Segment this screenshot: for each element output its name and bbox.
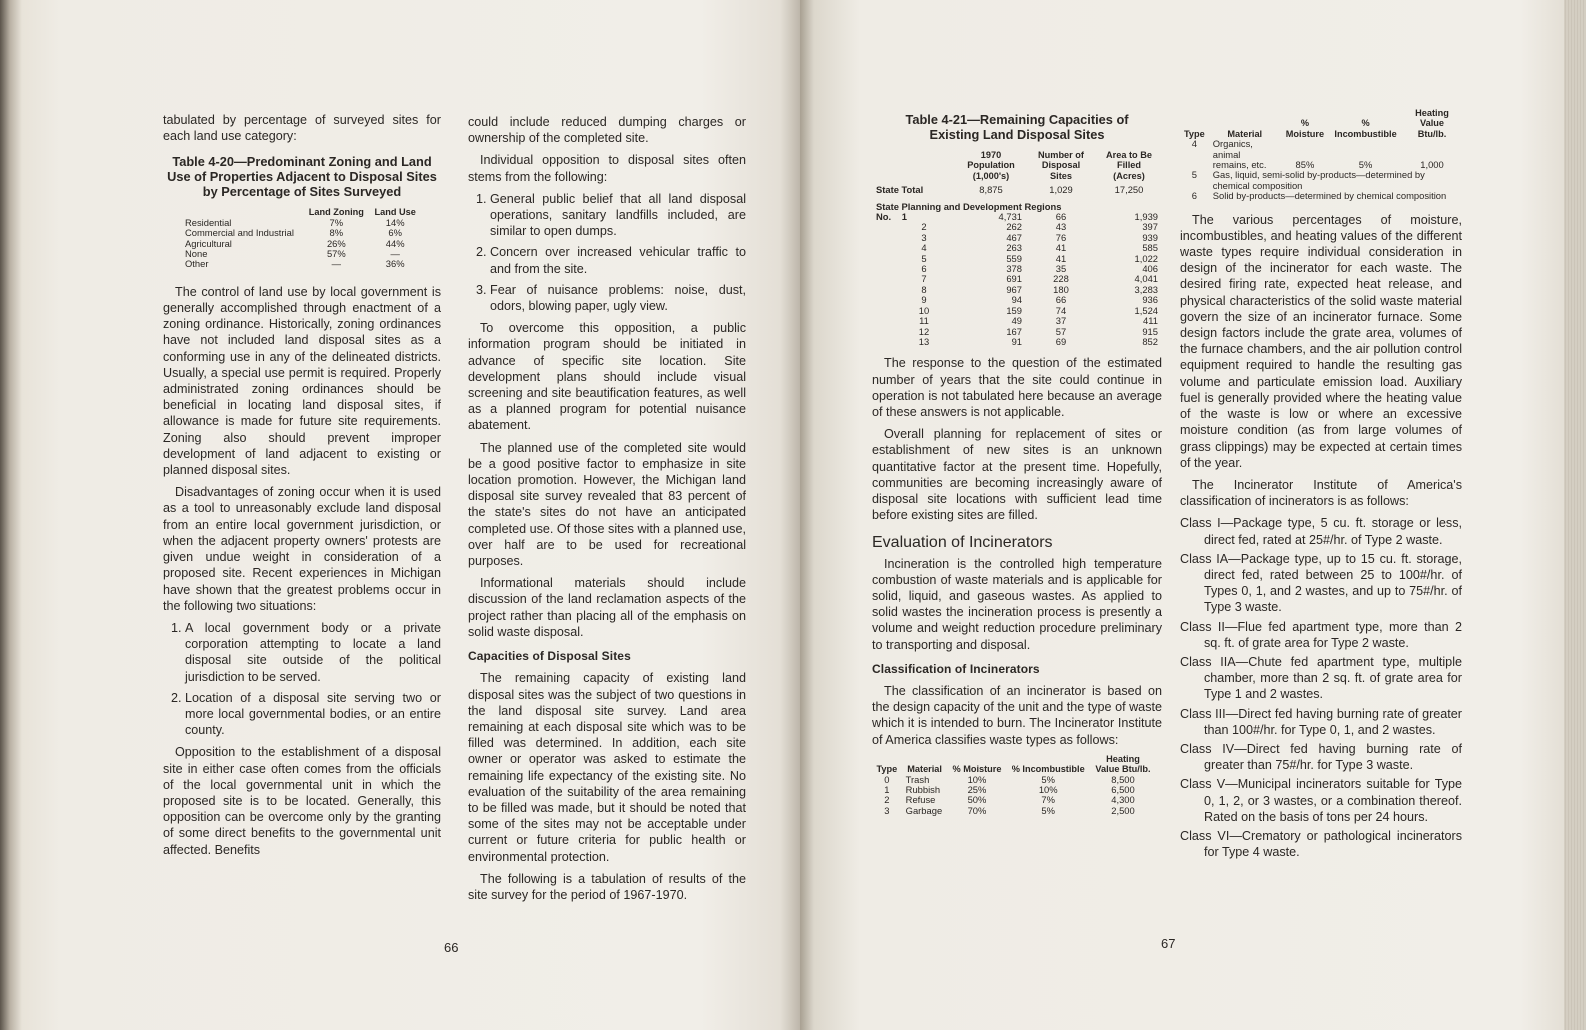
row-label: Residential (185, 216, 232, 228)
page-number: 66 (444, 940, 459, 955)
population-cell: 159 (1006, 304, 1022, 316)
region-no: 1 (901, 211, 907, 223)
table-header-cell: Land Zoning (308, 207, 364, 218)
table-header-cell: Heating Value Btu/lb. (1415, 108, 1449, 139)
region-no: 3 (921, 231, 927, 243)
population-cell: 378 (1006, 263, 1022, 275)
use-cell: 36% (385, 258, 405, 270)
table-header-cell: Heating Value Btu/lb. (1095, 753, 1151, 775)
list-item: 1. General public belief that all land disposal operations, sanitary landfills included, are similar to open dumps. (490, 191, 746, 240)
table-4-20 (181, 207, 421, 269)
use-cell: 14% (385, 216, 405, 228)
sites-cell: 69 (1055, 335, 1067, 347)
paragraph: could include reduced dumping charges or ownership of the completed site. (468, 115, 746, 146)
table-4-21 (872, 150, 1162, 347)
subsection-heading: Classification of Incinerators (872, 661, 1040, 676)
area-cell: 585 (1142, 242, 1158, 254)
population-cell: 4,731 (998, 211, 1022, 223)
paragraph: The following is a tabulation of results of the site survey for the period of 1967-1970. (468, 871, 746, 902)
material-cell: Trash (905, 773, 930, 785)
moisture-cell: 50% (967, 794, 987, 806)
list-item: 2. Location of a disposal site serving two or more local governmental bodies, or an entire county. (185, 690, 441, 739)
table-header-cell: % Incombustible (1334, 118, 1397, 139)
table-header-cell: % Incombustible (1011, 764, 1085, 775)
table-row (1180, 170, 1462, 191)
heating-cell: 4,300 (1111, 794, 1135, 806)
zoning-cell: 57% (326, 248, 346, 260)
area-cell: 936 (1142, 294, 1158, 306)
row-label: Agricultural (185, 237, 232, 249)
table-header-cell: Type (1184, 128, 1205, 139)
state-total-row (872, 181, 1162, 195)
section-heading: Evaluation of Incinerators (872, 534, 1053, 552)
paragraph: Opposition to the establishment of a disposal site in either case often comes from the officials of the local governmental unit in which the proposed site is to be located. Generally, this opposition can be overcome only by the granting of some direct benefits to the governmental unit affected. Benefits (163, 745, 441, 857)
incinerator-class: Class IA—Package type, up to 15 cu. ft. storage, direct fed, rated between 25 to 100#/hr. of Types 0, 1, and 2 wastes, and up to 75#/hr. of Type 3 waste. (1180, 551, 1462, 615)
zoning-cell: — (331, 258, 342, 270)
list-item: 3. Fear of nuisance problems: noise, dust, odors, blowing paper, ugly view. (490, 282, 746, 314)
region-no: 12 (918, 325, 930, 337)
waste-types-table-continued (1180, 108, 1462, 202)
heating-cell: 8,500 (1111, 773, 1135, 785)
page-number: 67 (1161, 936, 1176, 951)
heating-cell: 1,000 (1420, 159, 1444, 171)
incombustible-cell: 5% (1041, 804, 1055, 816)
list-item: 2. Concern over increased vehicular traffic to and from the site. (490, 244, 746, 276)
area-cell: 1,524 (1134, 304, 1158, 316)
material-cell: Refuse (905, 794, 936, 806)
paragraph: The control of land use by local government is generally accomplished through enactment of a zoning ordinance. Historically, zoning ordinances have not included land disposal sites as a conforming use in any of the delineated districts. Usually, a special use permit is required. Properly administrated zoning ordinances should be beneficial in locating land disposal sites, if allowance is made for future site requirements. Zoning also should prevent improper development of land adjacent to existing or planned disposal sites. (163, 284, 441, 478)
region-no: 13 (918, 335, 930, 347)
paragraph: The remaining capacity of existing land disposal sites was the subject of two questions in the land disposal site survey. Land area remaining at each disposal site which was to be filled was determined. In addition, each site owner or operator was asked to estimate the remaining life expectancy of the existing site. No evaluation of the suitability of the area remaining to be filled was made, but it should be noted that some of the sites may not be acceptable under current or future criteria for public health or environmental protection. (468, 671, 746, 864)
regions-label-row (872, 196, 1162, 212)
type-cell: 6 (1191, 190, 1197, 202)
intro-text: tabulated by percentage of surveyed sites for each land use category: (163, 113, 441, 144)
incombustible-cell: 5% (1358, 159, 1373, 171)
material-cell: Garbage (905, 804, 943, 816)
zoning-cell: 26% (326, 237, 346, 249)
table-header-row (872, 754, 1156, 775)
row-label: None (185, 248, 208, 260)
region-no: 5 (921, 252, 927, 264)
zoning-cell: 8% (329, 227, 344, 239)
zoning-cell: 7% (329, 216, 344, 228)
sites-cell: 76 (1055, 231, 1067, 243)
population-cell: 167 (1006, 325, 1022, 337)
right-page (800, 0, 1586, 1030)
paragraph: Incineration is the controlled high temperature combustion of waste materials and is applicable for solid, liquid, and gaseous wastes. As applied to solid wastes the incineration process is presently a volume and weight reduction procedure preliminary to transporting and disposal. (872, 556, 1162, 652)
numbered-list (163, 620, 441, 738)
type-cell: 4 (1191, 138, 1197, 150)
right-page-column-1 (872, 110, 1162, 816)
incinerator-class: Class IIA—Chute fed apartment type, multiple chamber, more than 2 sq. ft. of grate area for Type 1 and 2 wastes. (1180, 654, 1462, 702)
incinerator-class: Class II—Flue fed apartment type, more than 2 sq. ft. of grate area for Type 2 waste. (1180, 619, 1462, 650)
use-cell: — (390, 248, 400, 260)
table-4-21-title: Table 4-21—Remaining Capacities of Existing Land Disposal Sites (905, 112, 1129, 142)
table-row (1180, 191, 1462, 201)
incombustible-cell: 10% (1038, 784, 1058, 795)
paragraph: Individual opposition to disposal sites often stems from the following: (468, 153, 746, 184)
moisture-cell: 85% (1295, 159, 1315, 171)
sites-cell: 35 (1055, 263, 1067, 275)
table-header-cell: Land Use (374, 207, 416, 218)
description-cell: Gas, liquid, semi-solid by-products—determined by chemical composition (1212, 169, 1425, 191)
sites-cell: 1,029 (1049, 184, 1073, 196)
left-page-column-2 (468, 114, 746, 909)
incinerator-class: Class V—Municipal incinerators suitable for Type 0, 1, 2, or 3 wastes, or a combination thereof. Rated on the basis of tons per 24 hours. (1180, 777, 1462, 824)
moisture-cell: 70% (967, 804, 987, 816)
sites-cell: 228 (1053, 273, 1069, 285)
heating-cell: 6,500 (1111, 784, 1135, 795)
incinerator-class: Class IV—Direct fed having burning rate of greater than 75#/hr. for Type 3 waste. (1180, 741, 1462, 773)
region-no: 11 (919, 315, 929, 327)
paragraph: Disadvantages of zoning occur when it is used as a tool to unreasonably exclude land disposal from an entire local government jurisdiction, or when the adjacent property owners' protests are given undue weight in consideration of a proposed site. Recent experiences in Michigan have shown that the greatest problems occur in the following two situations: (163, 485, 441, 613)
region-no: 7 (921, 273, 927, 285)
left-page-column-1 (163, 112, 441, 864)
use-cell: 44% (385, 237, 405, 249)
table-header-cell: Area to Be Filled (Acres) (1106, 150, 1152, 181)
region-no: 2 (921, 221, 927, 233)
area-cell: 1,022 (1134, 252, 1158, 264)
region-no: 9 (921, 294, 927, 306)
table-row (181, 239, 421, 249)
table-header-row (1180, 108, 1462, 139)
population-cell: 691 (1006, 273, 1022, 285)
area-cell: 3,283 (1134, 283, 1158, 295)
area-cell: 406 (1142, 263, 1158, 275)
sites-cell: 74 (1055, 304, 1067, 316)
table-row (872, 337, 1162, 347)
type-cell: 3 (884, 804, 890, 816)
sites-cell: 41 (1055, 242, 1067, 254)
population-cell: 94 (1011, 294, 1022, 306)
sites-cell: 43 (1055, 221, 1067, 233)
sites-cell: 37 (1055, 315, 1067, 327)
incinerator-class: Class I—Package type, 5 cu. ft. storage or less, direct fed, rated at 25#/hr. of Type 2 waste. (1180, 516, 1462, 547)
paragraph: The various percentages of moisture, incombustibles, and heating values of the different waste types require individual consideration in design of the incinerator for each waste. The desired firing rate, expected heat release, and physical characteristics of the solid waste material govern the size of an incinerator furnace. Some design factors include the grate area, volumes of the furnace chambers, and the air pollution control equipment required to handle the resulting gas volume and particulate emission load. Auxiliary fuel is generally provided where the heating value of the waste is low or where an excessive moisture condition (as from large volumes of grass clippings) may be expected at certain times of the year. (1180, 212, 1462, 470)
paragraph: The classification of an incinerator is based on the design capacity of the unit and the type of waste which it is intended to burn. The Incinerator Institute of America classifies waste types as follows: (872, 683, 1162, 747)
region-no: 4 (921, 242, 927, 254)
area-cell: 411 (1143, 315, 1158, 327)
incinerator-class: Class III—Direct fed having burning rate of greater than 100#/hr. for Type 0, 1, and 2 wastes. (1180, 706, 1462, 737)
population-cell: 559 (1006, 252, 1022, 264)
moisture-cell: 25% (967, 784, 987, 795)
paragraph: Informational materials should include discussion of the land reclamation aspects of the project rather than placing all of the emphasis on solid waste disposal. (468, 576, 746, 639)
table-header-cell (872, 150, 956, 181)
population-cell: 91 (1011, 335, 1022, 347)
table-4-20-title: Table 4-20—Predominant Zoning and Land Use of Properties Adjacent to Disposal Sites by Percentage of Sites Surveyed (167, 154, 437, 200)
sites-cell: 66 (1055, 211, 1067, 223)
section-heading: Capacities of Disposal Sites (468, 649, 631, 664)
no-label: No. (876, 211, 892, 223)
list-item: 1. A local government body or a private corporation attempting to locate a land disposal site outside of the political jurisdiction to be served. (185, 620, 441, 685)
paragraph: The response to the question of the estimated number of years that the site could continue in operation is not tabulated here because an average of these answers is not applicable. (872, 356, 1162, 419)
region-no: 10 (918, 304, 930, 316)
table-header-row (872, 150, 1162, 181)
type-cell: 1 (884, 784, 890, 795)
population-cell: 467 (1006, 231, 1022, 243)
area-cell: 915 (1142, 325, 1158, 337)
population-cell: 262 (1006, 221, 1022, 233)
moisture-cell: 10% (967, 773, 987, 785)
incombustible-cell: 5% (1041, 773, 1055, 785)
region-no: 6 (921, 263, 927, 275)
paragraph: The Incinerator Institute of America's classification of incinerators is as follows: (1180, 477, 1462, 509)
table-row (872, 316, 1162, 326)
area-cell: 4,041 (1134, 273, 1158, 285)
heating-cell: 2,500 (1111, 804, 1135, 816)
area-cell: 17,250 (1114, 184, 1144, 196)
area-cell: 852 (1142, 335, 1158, 347)
type-cell: 2 (884, 794, 890, 806)
population-cell: 263 (1006, 242, 1022, 254)
incinerator-class: Class VI—Crematory or pathological incinerators for Type 4 waste. (1180, 828, 1462, 860)
page-edges (1564, 0, 1586, 1030)
regions-label: State Planning and Development Regions (876, 200, 1062, 212)
area-cell: 397 (1142, 221, 1158, 233)
area-cell: 939 (1142, 231, 1158, 243)
use-cell: 6% (388, 227, 402, 239)
population-cell: 8,875 (979, 184, 1003, 196)
paragraph: Overall planning for replacement of sites or establishment of new sites is an unknown quantitative factor at the present time. Hopefully, communities are becoming increasingly aware of disposal site locations with sufficient lead time before existing sites are filled. (872, 427, 1162, 523)
table-header-cell: % Moisture (1285, 118, 1325, 139)
waste-types-table (872, 754, 1156, 816)
description-cell: Solid by-products—determined by chemical composition (1212, 190, 1447, 202)
paragraph: The planned use of the completed site would be a good positive factor to emphasize in site location promotion. However, the Michigan land disposal site survey revealed that 83 percent of the state's sites do not have an anticipated completed use. Of those sites with a planned use, over half are to be used for recreational purposes. (468, 440, 746, 569)
table-header-cell: Number of Disposal Sites (1038, 150, 1084, 181)
row-label: State Total (876, 184, 924, 196)
material-cell: Rubbish (905, 784, 941, 795)
incombustible-cell: 7% (1041, 794, 1055, 806)
table-row (181, 259, 421, 269)
paragraph: To overcome this opposition, a public information program should be initiated in advance of specific site location. Site development plans should include visual screening and site beautification features, as well as a planned program for potential nuisance abatement. (468, 321, 746, 433)
type-cell: 0 (884, 773, 890, 785)
sites-cell: 180 (1053, 283, 1069, 295)
table-header-cell: Material (1227, 128, 1263, 139)
table-row (872, 806, 1156, 816)
population-cell: 967 (1006, 283, 1022, 295)
table-header-cell: Type (876, 764, 898, 775)
table-header-cell: Material (907, 764, 942, 775)
region-no: 8 (921, 283, 927, 295)
row-label: Other (185, 258, 209, 270)
sites-cell: 41 (1055, 252, 1067, 264)
table-row (1180, 139, 1462, 170)
table-header-cell: % Moisture (952, 764, 1002, 775)
area-cell: 1,939 (1134, 211, 1158, 223)
table-header-cell: 1970 Population (1,000's) (967, 150, 1015, 181)
type-cell: 5 (1191, 169, 1197, 181)
sites-cell: 57 (1055, 325, 1067, 337)
numbered-list (468, 191, 746, 314)
population-cell: 49 (1011, 315, 1022, 327)
sites-cell: 66 (1055, 294, 1067, 306)
table-row (181, 249, 421, 259)
row-label: Commercial and Industrial (185, 227, 294, 239)
right-page-column-2 (1180, 108, 1462, 863)
material-cell: Organics, animal remains, etc. (1212, 138, 1267, 171)
